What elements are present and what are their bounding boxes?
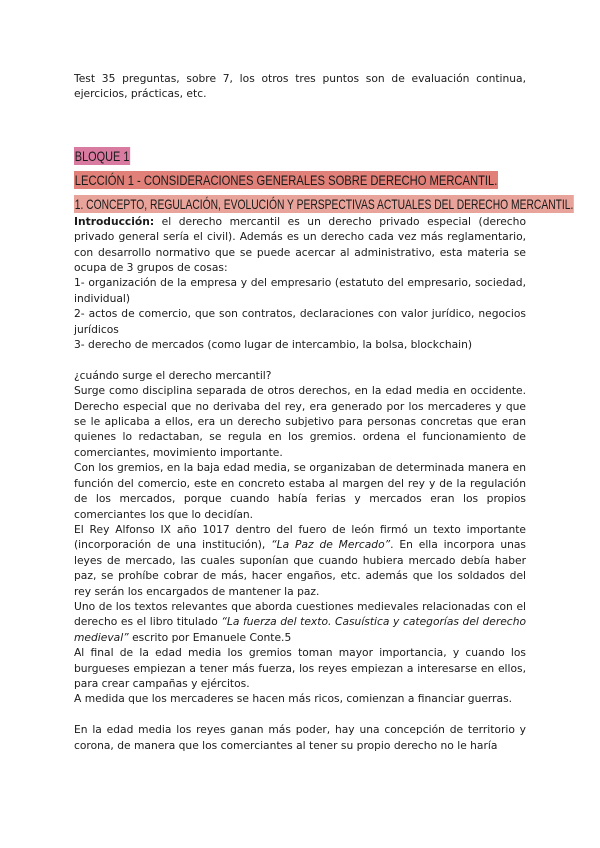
paragraph-3-a: El Rey Alfonso IX año 1017 dentro del fuero de león firmó un texto importante (incorporación de una institución), xyxy=(74,522,526,552)
paragraph-1: Surge como disciplina separada de otros derechos, en la edad media en occidente. Derecho especial que no derivaba del rey, era generado por los mercaderes y que se le aplicaba a ellos, era un derecho subjetivo para personas concretas que eran quienes lo redactaban, se regula en los gremios. ordena el funcionamiento de comerciantes, movimiento importante. xyxy=(74,384,526,459)
intro-label: Introducción: xyxy=(74,214,155,228)
leccion-heading: LECCIÓN 1 - CONSIDERACIONES GENERALES SOBRE DERECHO MERCANTIL. xyxy=(74,171,498,188)
paragraph-7: En la edad media los reyes ganan más poder, hay una concepción de territorio y corona, de manera que los comerciantes al tener su propio derecho no le haría xyxy=(74,723,526,752)
list-item-1: 1- organización de la empresa y del empresario (estatuto del empresario, sociedad, individual) xyxy=(74,276,526,305)
paragraph-3-b: . En ella incorpora unas leyes de mercado, las cuales suponían que cuando hubiera mercado debía haber paz, se prohíbe cobrar de más, hacer engaños, etc. además que los soldados del rey serán los encargados de mantener la paz. xyxy=(74,538,526,598)
intro-paragraph xyxy=(74,214,526,276)
paragraph-4-a: Uno de los textos relevantes que aborda cuestiones medievales relacionadas con el derecho es el libro titulado xyxy=(74,599,526,629)
paragraph-3 xyxy=(74,522,526,599)
list-item-3: 3- derecho de mercados (como lugar de intercambio, la bolsa, blockchain) xyxy=(74,338,473,352)
document-page xyxy=(74,71,574,753)
paragraph-2: Con los gremios, en la baja edad media, se organizaban de determinada manera en función del comercio, este en concreto estaba al margen del rey y de la regulación de los mercados, porque cuando había ferias y mercados eran los propios comerciantes los que lo decidían. xyxy=(74,461,526,521)
seccion-row xyxy=(74,194,574,214)
intro-text: el derecho mercantil es un derecho privado especial (derecho privado general sería el civil). Además es un derecho cada vez más reglamentario, con desarrollo normativo que se puede acercar al administrativo, esta materia se ocupa de 3 grupos de cosas: xyxy=(74,214,526,275)
seccion-heading: 1. CONCEPTO, REGULACIÓN, EVOLUCIÓN Y PERSPECTIVAS ACTUALES DEL DERECHO MERCANTIL. xyxy=(74,195,574,212)
bloque-row xyxy=(74,146,526,166)
spacer xyxy=(74,352,526,367)
paragraph-5: Al final de la edad media los gremios toman mayor importancia, y cuando los burgueses empiezan a tener más fuerza, los reyes empiezan a interesarse en ellos, para crear campañas y ejércitos. xyxy=(74,646,526,690)
list-item-2: 2- actos de comercio, que son contratos, declaraciones con valor jurídico, negocios jurídicos xyxy=(74,307,526,336)
paragraph-6: A medida que los mercaderes se hacen más ricos, comienzan a financiar guerras. xyxy=(74,692,513,706)
paragraph-3-title: “La Paz de Mercado” xyxy=(271,538,391,552)
paragraph-4-b: escrito por Emanuele Conte.5 xyxy=(128,630,292,644)
question-line: ¿cuándo surge el derecho mercantil? xyxy=(74,368,272,382)
bloque-heading: BLOQUE 1 xyxy=(74,147,130,164)
paragraph-4 xyxy=(74,599,526,645)
leccion-row xyxy=(74,170,526,190)
intro-line: Test 35 preguntas, sobre 7, los otros tres puntos son de evaluación continua, ejercicios, prácticas, etc. xyxy=(74,72,526,101)
paragraph-4-title: “La fuerza del texto. Casuística y categorías del derecho medieval” xyxy=(74,615,527,644)
spacer xyxy=(74,707,526,722)
